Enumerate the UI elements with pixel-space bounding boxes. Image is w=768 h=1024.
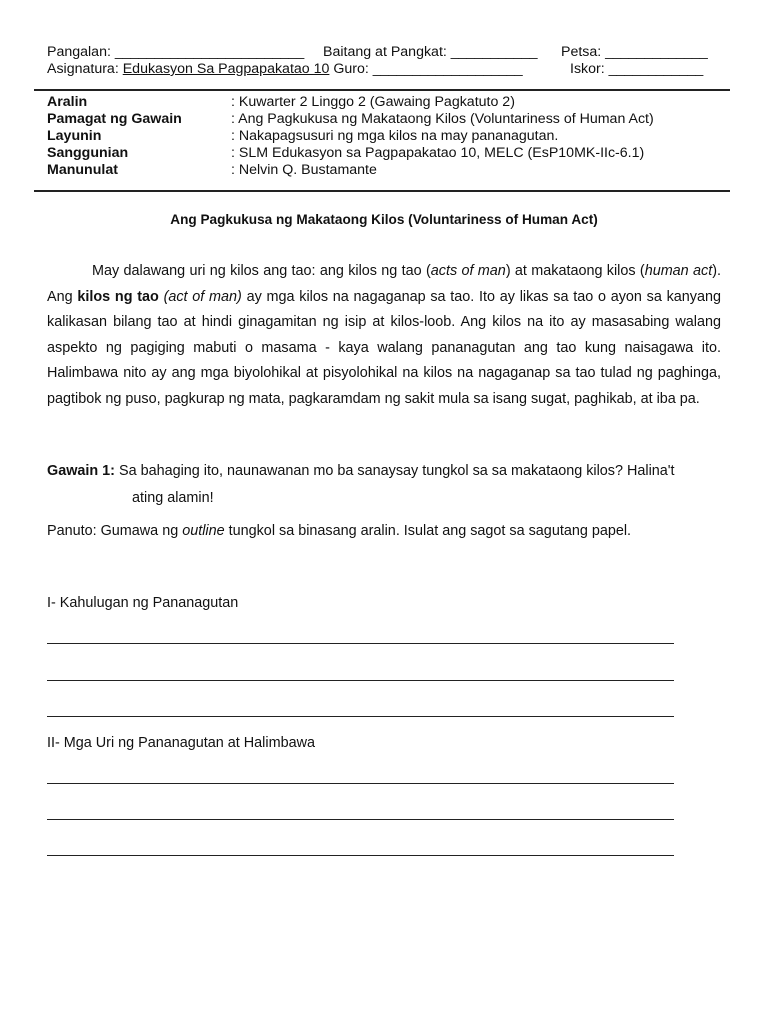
baitang-field: Baitang at Pangkat: ___________	[323, 44, 538, 60]
meta-value-layunin: : Nakapagsusuri ng mga kilos na may pananagutan.	[231, 128, 559, 144]
gawain-instruction: Gawain 1: Sa bahaging ito, naunawanan mo ba sanaysay tungkol sa sa makataong kilos? Halina't	[47, 463, 675, 479]
iskor-field: Iskor: ____________	[570, 61, 704, 77]
top-divider	[34, 89, 730, 91]
gawain-instruction-cont: ating alamin!	[132, 490, 214, 506]
petsa-field: Petsa: _____________	[561, 44, 708, 60]
pangalan-field: Pangalan: ________________________	[47, 44, 305, 60]
lesson-paragraph: May dalawang uri ng kilos ang tao: ang kilos ng tao (acts of man) at makataong kilos (human act). Ang kilos ng tao (act of man) ay mga kilos na nagaganap sa tao. Ito ay likas sa tao o ayon sa kanyang kalikasan bilang tao at hindi ginagamitan ng isip at kilos-loob. Ang kilos na ito ay masasabing walang aspekto ng pagiging mabuti o masama - kaya walang pananagutan ang tao kung naisagawa ito. Halimbawa nito ay ang mga biyolohikal at pisyolohikal na kilos na nagaganap sa tao tulad ng paghinga, pagtibok ng puso, pagkurap ng mata, pagkaramdam ng sakit mula sa isang sugat, paghikab, at iba pa.	[47, 263, 722, 407]
answer-line[interactable]	[47, 783, 674, 784]
guro-field: Guro: ___________________	[329, 61, 523, 77]
answer-line[interactable]	[47, 643, 674, 644]
answer-line[interactable]	[47, 716, 674, 717]
meta-label-layunin: Layunin	[47, 128, 102, 144]
meta-label-pamagat: Pamagat ng Gawain	[47, 111, 182, 127]
answer-line[interactable]	[47, 855, 674, 856]
meta-label-sanggunian: Sanggunian	[47, 145, 129, 161]
answer-line[interactable]	[47, 680, 674, 681]
meta-value-manunulat: : Nelvin Q. Bustamante	[231, 162, 377, 178]
answer-line[interactable]	[47, 819, 674, 820]
panuto-instruction: Panuto: Gumawa ng outline tungkol sa binasang aralin. Isulat ang sagot sa sagutang papel.	[47, 523, 632, 539]
meta-value-pamagat: : Ang Pagkukusa ng Makataong Kilos (Voluntariness of Human Act)	[231, 111, 654, 127]
section-title-kahulugan: I- Kahulugan ng Pananagutan	[47, 595, 239, 611]
meta-value-aralin: : Kuwarter 2 Linggo 2 (Gawaing Pagkatuto 2)	[231, 94, 515, 110]
bottom-divider	[34, 190, 730, 192]
asignatura-label: Asignatura:	[47, 61, 123, 77]
meta-label-aralin: Aralin	[47, 94, 88, 110]
gawain-label: Gawain 1:	[47, 463, 115, 479]
asignatura-line	[47, 61, 523, 78]
meta-label-manunulat: Manunulat	[47, 162, 118, 178]
asignatura-value: Edukasyon Sa Pagpapakatao 10	[122, 61, 330, 77]
section-title-mga-uri: II- Mga Uri ng Pananagutan at Halimbawa	[47, 735, 315, 751]
meta-value-sanggunian: : SLM Edukasyon sa Pagpapakatao 10, MELC (EsP10MK-IIc-6.1)	[231, 145, 645, 161]
lesson-title: Ang Pagkukusa ng Makataong Kilos (Voluntariness of Human Act)	[170, 212, 598, 227]
